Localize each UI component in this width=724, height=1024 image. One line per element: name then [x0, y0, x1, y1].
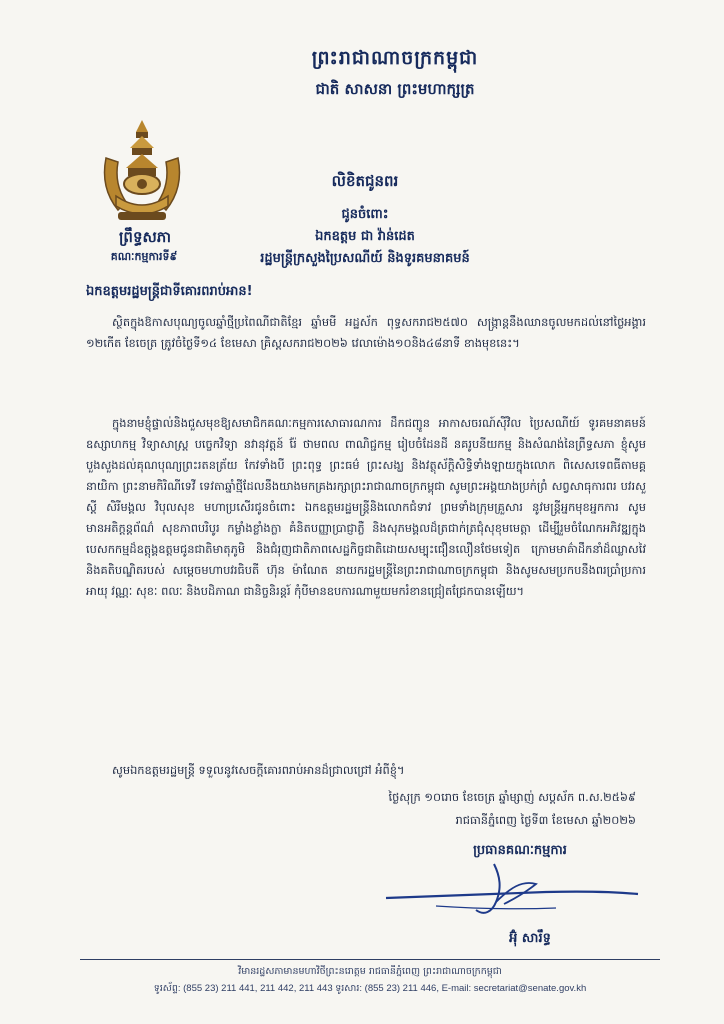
solar-date: រាជធានីភ្នំពេញ ថ្ងៃទី៣ ខែមេសា ឆ្នាំ២០២៦ [455, 813, 636, 827]
sender-org-name: ព្រឹទ្ធសភា [118, 228, 172, 246]
closing-line: សូមឯកឧត្តមរដ្ឋមន្ត្រី ទទួលនូវសេចក្តីគោរពរាប់អានដ៏ជ្រាលជ្រៅ អំពីខ្ញុំ។ [112, 763, 405, 777]
footer-address: វិមានរដ្ឋសភាមានមហាវិថីព្រះនរោត្តម រាជធានីភ្នំពេញ ព្រះរាជាណាចក្រកម្ពុជា [238, 966, 502, 977]
royal-crest-emblem-icon [96, 118, 188, 228]
document-type-title: លិខិតជូនពរ [331, 172, 399, 190]
body-paragraph: ស្ថិតក្នុងឱកាសបុណ្យចូលឆ្នាំថ្មីប្រពៃណីជាតិខ្មែរ ឆ្នាំមមី អដ្ឋស័ក ពុទ្ធសករាជ២៥៧០ សង្ក្រាន្តនឹងឈានចូលមកដល់នៅថ្ងៃអង្គារ ១២កើត ខែចេត្រ ត្រូវចំថ្ងៃទី១៤ ខែមេសា គ្រិស្តសករាជ២០២៦ វេលាម៉ោង១០និង៤៨នាទី ខាងមុខនេះ។ [86, 315, 646, 350]
recipient-title: រដ្ឋមន្ត្រីក្រសួងប្រៃសណីយ៍ និងទូរគមនាគមន៍ [260, 251, 470, 266]
signer-name: អ៊ុំ សារឹទ្ធ [509, 931, 551, 946]
recipient-label: ជូនចំពោះ [341, 207, 389, 222]
signer-role: ប្រធានគណៈកម្មការ [473, 843, 567, 858]
lunar-date: ថ្ងៃសុក្រ ១០រោច ខែចេត្រ ឆ្នាំម្សាញ់ សប្តស័ក ព.ស.២៥៦៩ [388, 790, 636, 804]
handwritten-signature [376, 858, 646, 932]
footer-contact: ទូរស័ព្ទ: (855 23) 211 441, 211 442, 211 443 ទូរសារ: (855 23) 211 446, E-mail: secretariat@senate.gov.kh [153, 983, 587, 994]
salutation: ឯកឧត្តមរដ្ឋមន្ត្រីជាទីគោរពរាប់អាន! [86, 284, 253, 299]
sender-committee: គណៈកម្មការទី៩ [110, 250, 178, 263]
footer-divider [80, 959, 660, 960]
kingdom-heading: ព្រះរាជាណាចក្រកម្ពុជា [311, 47, 479, 69]
national-motto: ជាតិ សាសនា ព្រះមហាក្សត្រ [315, 80, 475, 98]
body-paragraph: ក្នុងនាមខ្ញុំផ្ទាល់និងជួសមុខឱ្យសមាជិកគណៈកម្មការសោធារណការ ដឹកជញ្ជូន អាកាសចរណ៍ស៊ីវិល ប្រៃសណីយ៍ ទូរគមនាគមន៍ ឧស្សាហកម្ម វិទ្យាសាស្ត្រ បច្ចេកវិទ្យា នវានុវត្តន៍ រ៉ែ ថាមពល ពាណិជ្ជកម្ម រៀបចំដែនដី នគរូបនីយកម្ម និងសំណង់នៃព្រឹទ្ធសភា ខ្ញុំសូមបួងសួងដល់គុណបុណ្យព្រះរតនត្រ័យ កែវទាំងបី ព្រះពុទ្ធ ព្រះធម៌ ព្រះសង្ឃ និងវត្ថុស័ក្តិសិទ្ធិទាំងឡាយក្នុងលោក ពិសេសទេពធីតាមគ្គនាយិកា ព្រះនាមកិរិណីទេវី ទេវតាឆ្នាំថ្មីដែលនឹងយាងមកគ្រងរក្សាព្រះរាជាណាចក្រកម្ពុជា សូមព្រះអង្គយាងប្រក់ព្រំ សព្វសាធុការពរ បវរសួស្តី សិរីមង្គល វិបុលសុខ មហាប្រសើរជូនចំពោះ ឯកឧត្តមរដ្ឋមន្ត្រីនិងលោកជំទាវ ព្រមទាំងក្រុមគ្រួសារ នូវមន្ត្រីអ្នកមុខអ្នកការ សូមមានអតិក្តន្តព័ណ៌ សុខភាពបរិបូរ កម្លាំងខ្លាំងក្លា គំនិតបញ្ញាប្រាជ្ញាភ្លឺ និងសុភមង្គលដ៏ត្រជាក់ត្រជុំសុខុមមេត្តា ដើម្បីរួមចំណែកអភិវឌ្ឍក្នុងបេសកកម្មដ៏ឧត្តុង្គឧត្តមជូនជាតិមាតុភូមិ និងជំរុញជាតិភាពសេដ្ឋកិច្ចជាតិដោយសម្បុះជឿនលឿនថែមទៀត ក្រោមមាគ៌ាដឹកនាំដ៏ឈ្លាសវៃ និងគតិបណ្ឌិតរបស់ សម្តេចមហាបវរធិបតី ហ៊ុន ម៉ាណែត នាយករដ្ឋមន្ត្រីនៃព្រះរាជាណាចក្រកម្ពុជា និងសូមសមប្រកបនឹងពរប្រាំប្រការ អាយុ វណ្ណៈ សុខៈ ពលៈ និងបដិភាណ ជានិច្ចនិរន្តរ៍ កុំបីមានឧបការណាមួយមករំខានជ្រៀតជ្រែកបានឡើយ។ [86, 416, 646, 598]
recipient-name: ឯកឧត្តម ជា វ៉ាន់ដេត [315, 229, 415, 244]
